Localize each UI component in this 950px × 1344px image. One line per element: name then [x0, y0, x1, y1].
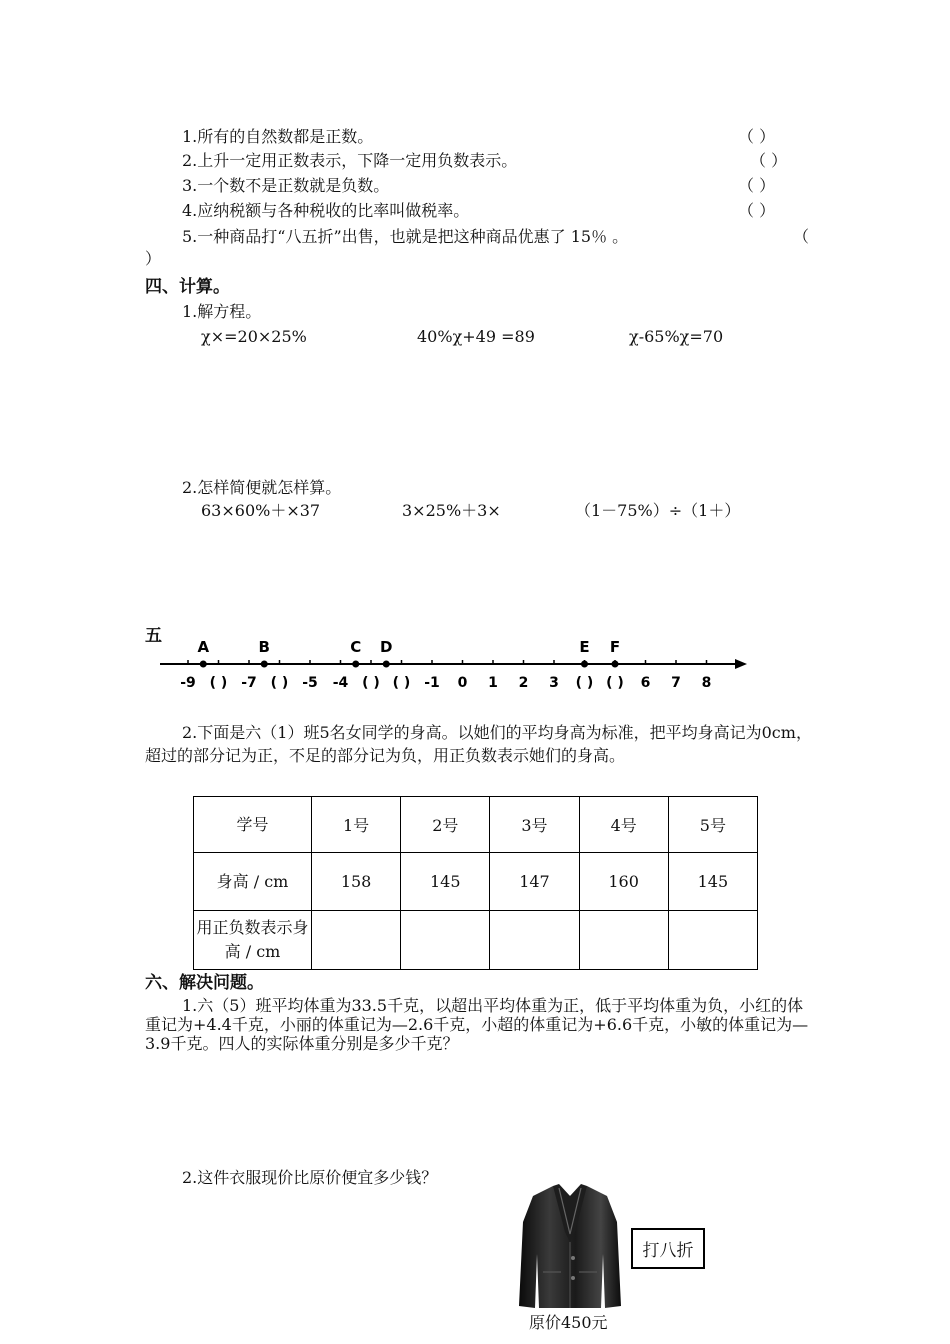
judge-item-3: 3.一个数不是正数就是负数。	[182, 176, 390, 195]
weight-question-text: 1.六（5）班平均体重为33.5千克，以超出平均体重为正，低于平均体重为负，小红的体重记为+4.4千克，小丽的体重记为—2.6千克，小超的体重记为+6.6千克，小敏的体重记为—3.9千克。四人的实际体重分别是多少千克？	[145, 996, 809, 1053]
equation-3: χ-65%χ=70	[629, 327, 724, 346]
answer-cell[interactable]	[401, 911, 490, 970]
price-caption: 原价450元	[529, 1313, 608, 1332]
height-cell: 147	[490, 853, 579, 911]
row-label-height: 身高 / cm	[194, 853, 312, 911]
table-row-signed	[194, 911, 758, 970]
answer-cell[interactable]	[579, 911, 668, 970]
judge-paren-3[interactable]: （ ）	[738, 176, 776, 195]
number-line-tick-label: -5	[302, 675, 318, 691]
table-header-cell: 1号	[312, 797, 401, 853]
number-line-tick-label: 0	[457, 675, 468, 691]
judge-item-5: 5.一种商品打“八五折”出售，也就是把这种商品优惠了 15％ 。	[182, 227, 629, 246]
number-line-point	[261, 661, 268, 668]
answer-cell[interactable]	[668, 911, 757, 970]
number-line-tick-label: -7	[241, 675, 257, 691]
judge-item-4: 4.应纳税额与各种税收的比率叫做税率。	[182, 201, 470, 220]
leather-jacket-icon	[515, 1182, 625, 1312]
equation-2: 40%χ+49 =89	[417, 327, 535, 346]
table-header-cell: 3号	[490, 797, 579, 853]
number-line-point-label: E	[579, 638, 590, 656]
number-line-point-label: F	[609, 638, 621, 656]
number-line-tick-label[interactable]: ( )	[362, 675, 380, 691]
number-line-tick-label: 2	[518, 675, 529, 691]
height-cell: 145	[401, 853, 490, 911]
clothing-question-text: 2.这件衣服现价比原价便宜多少钱？	[182, 1168, 438, 1187]
number-line-point	[352, 661, 359, 668]
number-line-point-label: D	[380, 638, 393, 656]
number-line-tick-label: -9	[180, 675, 196, 691]
judge-paren-4[interactable]: （ ）	[738, 201, 776, 220]
expression-3: （1－75%）÷（1＋）	[575, 501, 741, 520]
equation-1: χ×=20×25%	[201, 327, 307, 346]
number-line-point-label: C	[350, 638, 362, 656]
table-row-height	[194, 853, 758, 911]
table-row-header	[194, 797, 758, 853]
number-line-tick-label[interactable]: ( )	[575, 675, 594, 691]
table-header-cell: 2号	[401, 797, 490, 853]
section-title-5: 五	[145, 626, 162, 646]
answer-cell[interactable]	[490, 911, 579, 970]
number-line-tick-label: 3	[549, 675, 559, 691]
number-line-point-label: A	[197, 638, 210, 656]
number-line-point-label: B	[258, 638, 270, 656]
judge-paren-5[interactable]: （	[793, 227, 810, 246]
q1-label: 1.解方程。	[182, 302, 262, 321]
height-cell: 158	[312, 853, 401, 911]
number-line-tick-label[interactable]: ( )	[606, 675, 624, 691]
expression-2: 3×25%＋3×	[402, 501, 501, 520]
number-line-point	[383, 661, 390, 668]
number-line-tick-label[interactable]: ( )	[270, 675, 289, 691]
height-cell: 160	[579, 853, 668, 911]
height-cell: 145	[668, 853, 757, 911]
number-line-tick-label[interactable]: ( )	[392, 675, 411, 691]
number-line-tick-label[interactable]: ( )	[209, 675, 228, 691]
number-line-tick-label: 1	[488, 675, 498, 691]
judge-item-1: 1.所有的自然数都是正数。	[182, 127, 374, 146]
section-title-calc: 四、计算。	[145, 277, 230, 297]
table-header-cell: 4号	[579, 797, 668, 853]
q2-label: 2.怎样简便就怎样算。	[182, 478, 342, 497]
table-header-cell: 学号	[194, 797, 312, 853]
answer-cell[interactable]	[312, 911, 401, 970]
number-line-point	[200, 661, 207, 668]
number-line-tick-label: 7	[671, 675, 681, 691]
number-line-point	[612, 661, 619, 668]
judge-paren-2[interactable]: （ ）	[750, 151, 788, 170]
number-line	[0, 635, 950, 695]
row-label-signed: 用正负数表示身高 / cm	[194, 911, 312, 970]
number-line-tick-label: -4	[332, 675, 349, 691]
table-header-cell: 5号	[668, 797, 757, 853]
number-line-tick-label: 6	[640, 675, 651, 691]
section-title-problems: 六、解决问题。	[145, 973, 264, 993]
judge-paren-5-end: ）	[145, 249, 162, 268]
height-table	[193, 796, 758, 970]
number-line-tick-label: -1	[424, 675, 440, 691]
height-question-text: 2.下面是六（1）班5名女同学的身高。以她们的平均身高为标准，把平均身高记为0cm，超过的部分记为正，不足的部分记为负，用正负数表示她们的身高。	[145, 723, 812, 765]
discount-tag: 打八折	[631, 1228, 705, 1269]
judge-paren-1[interactable]: （ ）	[738, 127, 776, 146]
number-line-tick-label: 8	[701, 675, 712, 691]
arrow-head-icon	[735, 659, 747, 669]
expression-1: 63×60%＋×37	[201, 501, 321, 520]
number-line-point	[581, 661, 588, 668]
judge-item-2: 2.上升一定用正数表示，下降一定用负数表示。	[182, 151, 518, 170]
